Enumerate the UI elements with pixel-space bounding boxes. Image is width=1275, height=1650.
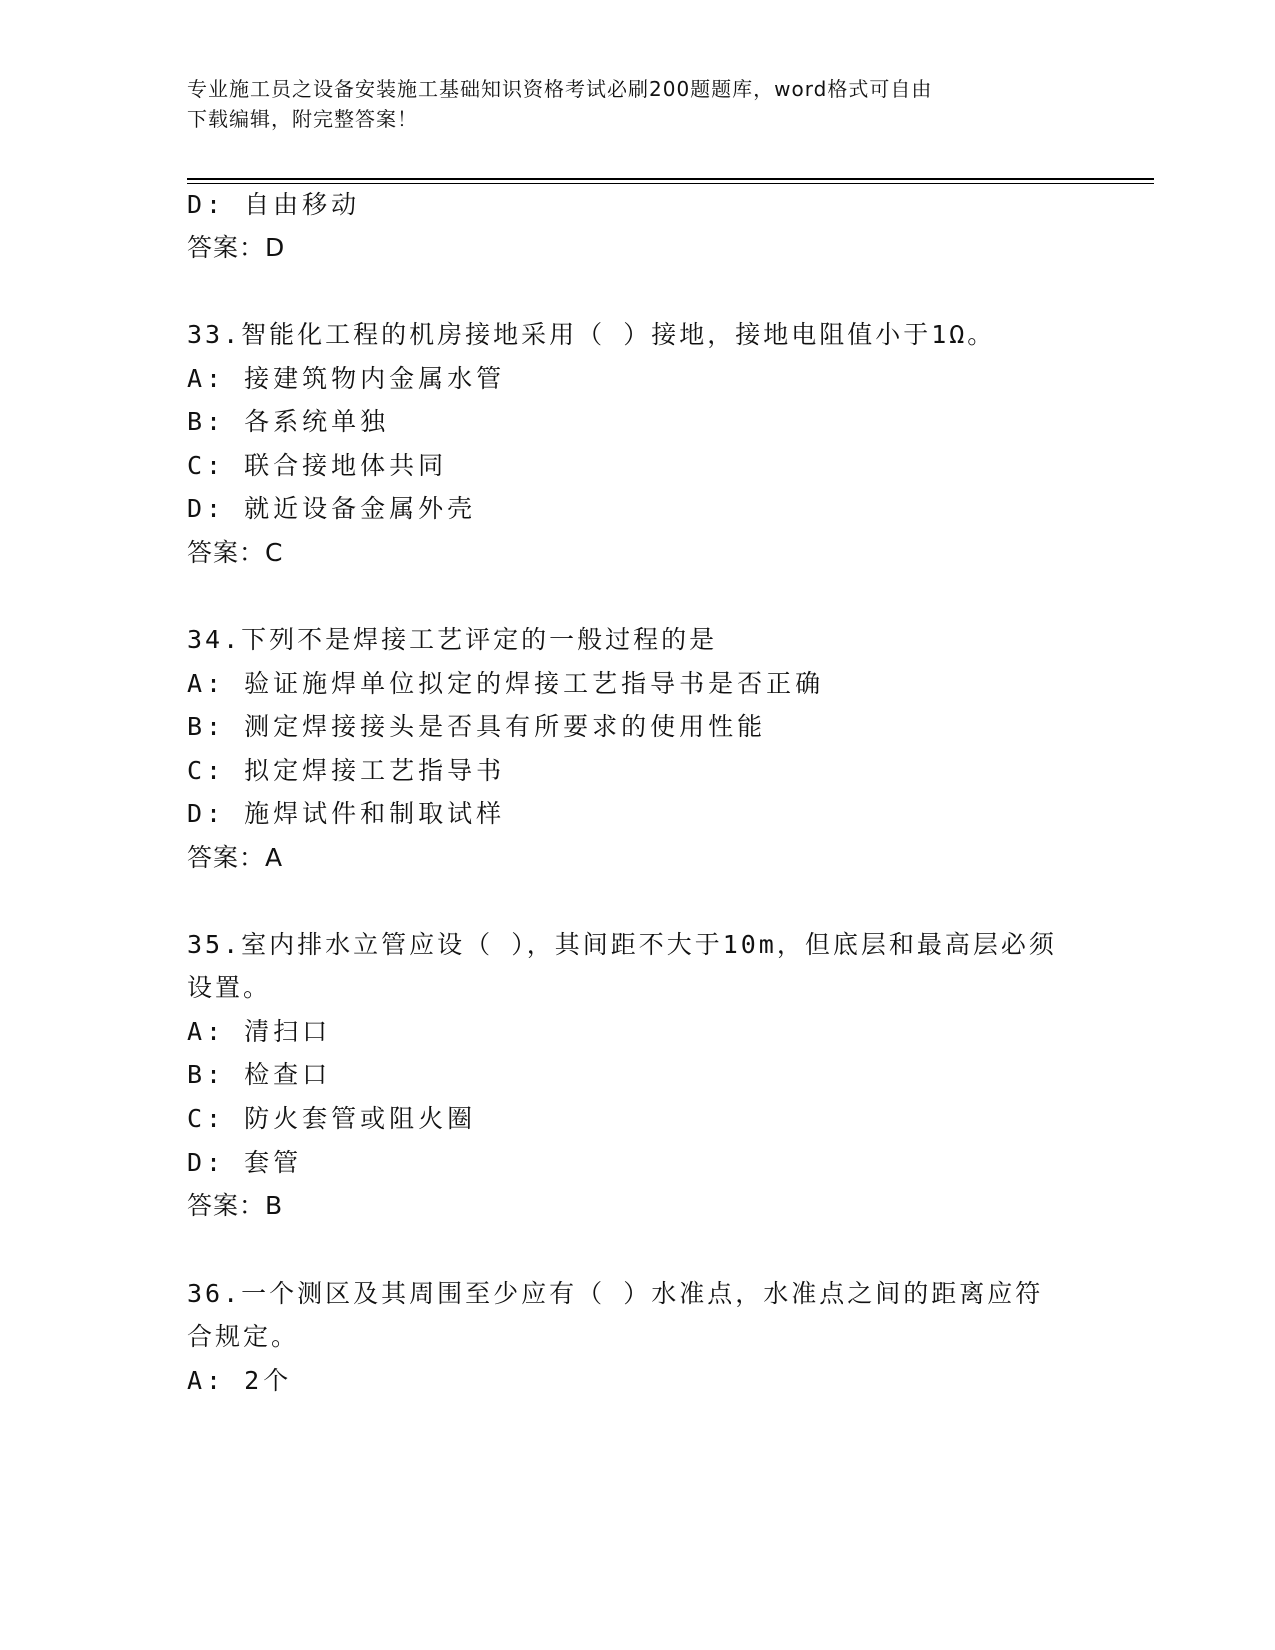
option-b: B: 测定焊接接头是否具有所要求的使用性能: [187, 712, 767, 741]
question-36: 36.一个测区及其周围至少应有（ ）水准点，水准点之间的距离应符: [187, 1279, 1044, 1308]
option-c: C: 拟定焊接工艺指导书: [187, 756, 506, 785]
answer-line: 答案：C: [187, 538, 284, 567]
option-c: C: 联合接地体共同: [187, 451, 448, 480]
option-a: A: 清扫口: [187, 1017, 332, 1046]
option-a: A: 验证施焊单位拟定的焊接工艺指导书是否正确: [187, 669, 825, 698]
answer-line: 答案：B: [187, 1191, 284, 1220]
option-d: D: 施焊试件和制取试样: [187, 799, 506, 828]
question-35-continued: 设置。: [187, 973, 272, 1002]
header-line-1: 专业施工员之设备安装施工基础知识资格考试必刷200题题库，word格式可自由: [187, 77, 933, 101]
question-34: 34.下列不是焊接工艺评定的一般过程的是: [187, 625, 718, 654]
header-divider: [187, 178, 1154, 180]
option-d: D: 就近设备金属外壳: [187, 494, 477, 523]
option-b: B: 检查口: [187, 1060, 332, 1089]
option-d: D: 套管: [187, 1148, 303, 1177]
question-33: 33.智能化工程的机房接地采用（ ）接地，接地电阻值小于1Ω。: [187, 320, 996, 349]
header-divider-thin: [187, 183, 1154, 184]
option-d: D: 自由移动: [187, 190, 361, 219]
document-header: [187, 74, 1067, 134]
question-35: 35.室内排水立管应设（ ），其间距不大于10m，但底层和最高层必须: [187, 930, 1057, 959]
option-a: A: 接建筑物内金属水管: [187, 364, 506, 393]
header-line-2: 下载编辑，附完整答案！: [187, 107, 418, 131]
answer-line: 答案：D: [187, 233, 286, 262]
option-b: B: 各系统单独: [187, 407, 390, 436]
answer-line: 答案：A: [187, 843, 284, 872]
question-36-continued: 合规定。: [187, 1322, 300, 1351]
option-a: A: 2个: [187, 1366, 293, 1395]
option-c: C: 防火套管或阻火圈: [187, 1104, 477, 1133]
